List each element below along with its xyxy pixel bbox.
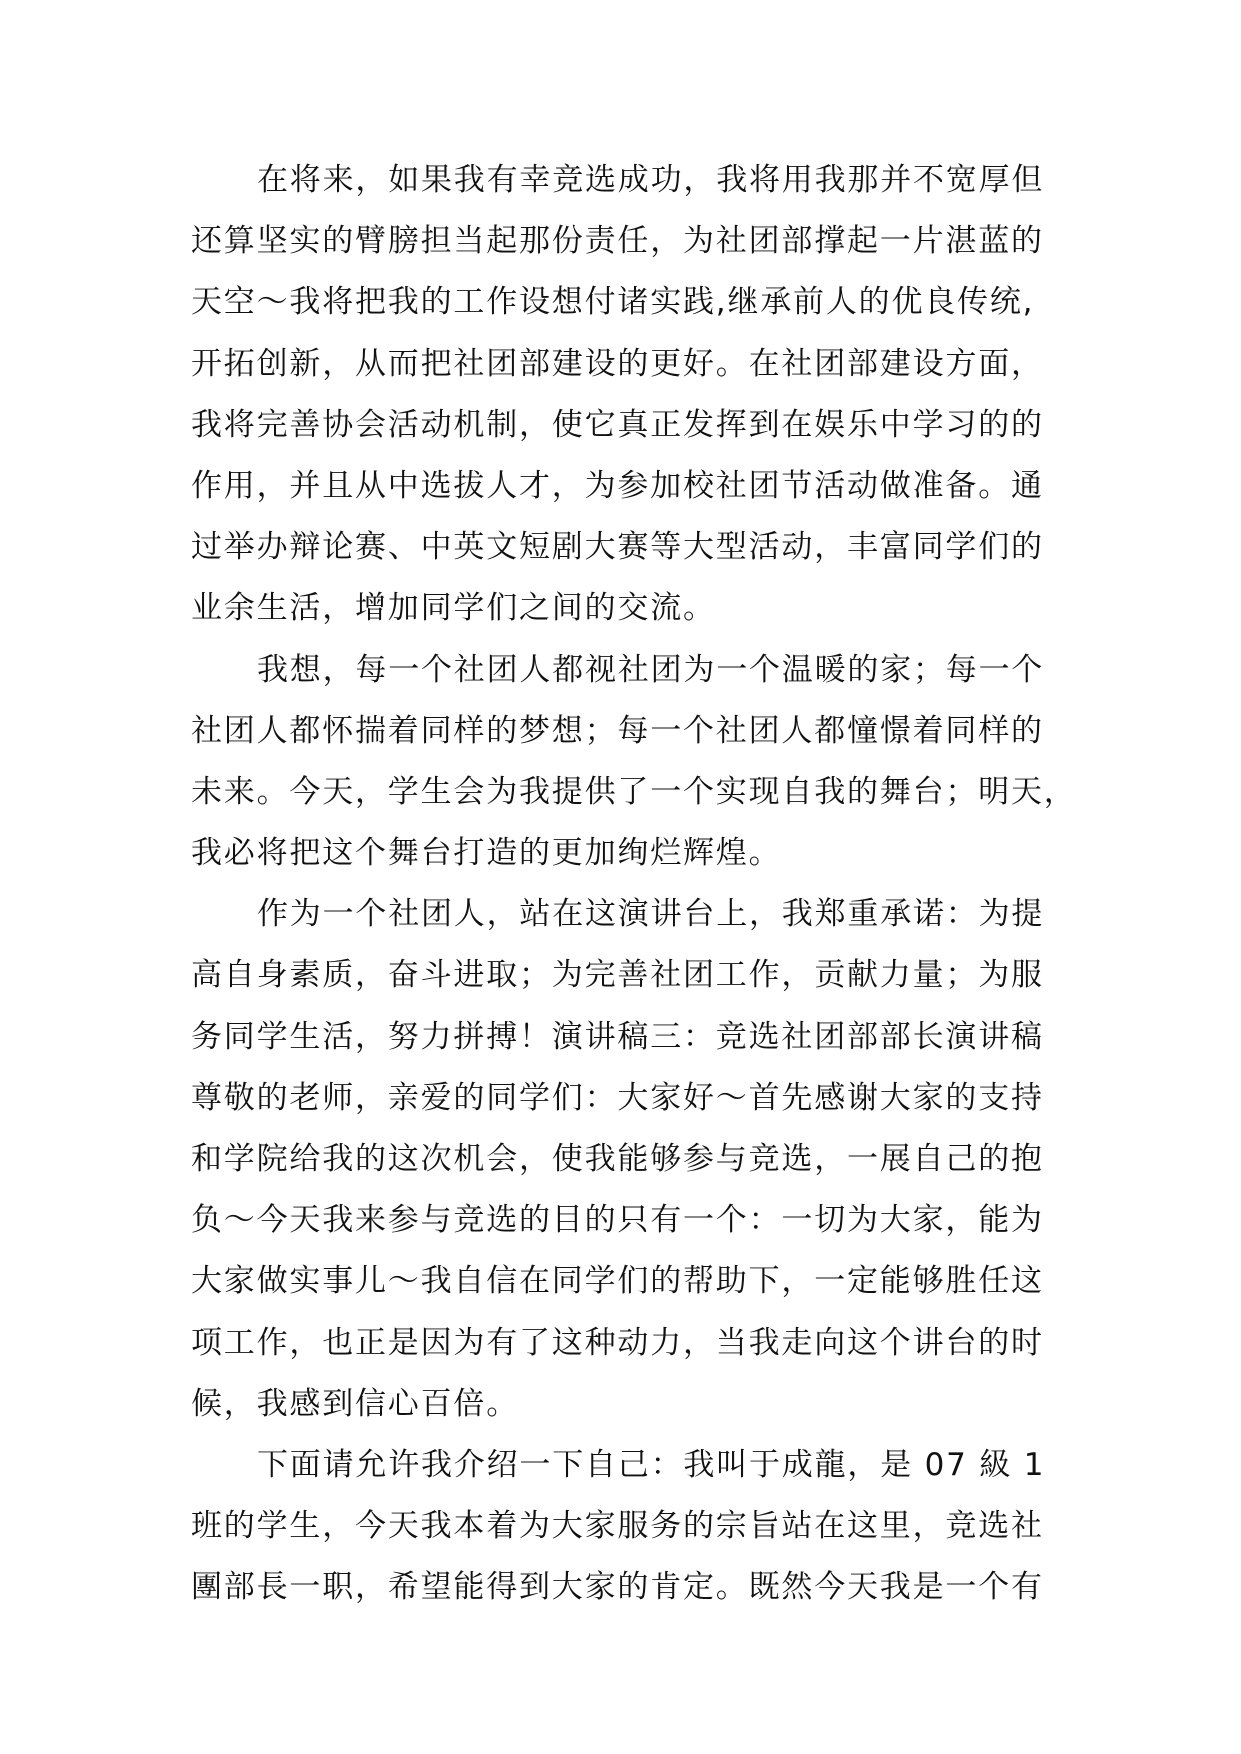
text-line: 我想，每一个社团人都视社团为一个温暖的家；每一个	[257, 651, 1045, 688]
text-line: 未来。今天，学生会为我提供了一个实现自我的舞台；明天，	[191, 773, 1077, 810]
body-text	[191, 150, 1077, 1619]
text-line: 负～今天我来参与竞选的目的只有一个：一切为大家，能为	[191, 1202, 1044, 1239]
text-line: 下面请允许我介绍一下自己：我叫于成龍，是 07 級 1	[257, 1446, 1046, 1483]
text-line: 社团人都怀揣着同样的梦想；每一个社团人都憧憬着同样的	[191, 712, 1044, 749]
text-line: 候，我感到信心百倍。	[191, 1385, 519, 1422]
text-line: 我必将把这个舞台打造的更加绚烂辉煌。	[191, 835, 782, 872]
text-line: 高自身素质，奋斗进取；为完善社团工作，贡献力量；为服	[191, 957, 1044, 994]
text-line: 班的学生，今天我本着为大家服务的宗旨站在这里，竞选社	[191, 1508, 1044, 1545]
text-line: 尊敬的老师，亲爱的同学们：大家好～首先感谢大家的支持	[191, 1079, 1044, 1116]
text-line: 天空～我将把我的工作设想付诸实践,继承前人的优良传统,	[191, 284, 1035, 321]
text-line: 和学院给我的这次机会，使我能够参与竞选，一展自己的抱	[191, 1141, 1044, 1177]
text-line: 开拓创新，从而把社团部建设的更好。在社团部建设方面，	[191, 345, 1044, 382]
text-line: 业余生活，增加同学们之间的交流。	[191, 590, 716, 627]
text-line: 作为一个社团人，站在这演讲台上，我郑重承诺：为提	[257, 896, 1045, 933]
text-line: 还算坚实的臂膀担当起那份责任，为社团部撑起一片湛蓝的	[191, 223, 1044, 260]
text-line: 我将完善协会活动机制，使它真正发挥到在娱乐中学习的的	[191, 406, 1044, 443]
text-line: 在将来，如果我有幸竞选成功，我将用我那并不宽厚但	[257, 162, 1045, 198]
text-line: 團部長一职，希望能得到大家的肯定。既然今天我是一个有	[191, 1569, 1044, 1606]
text-line: 项工作，也正是因为有了这种动力，当我走向这个讲台的时	[191, 1324, 1044, 1361]
text-line: 过举办辩论赛、中英文短剧大赛等大型活动，丰富同学们的	[191, 529, 1044, 566]
text-line: 作用，并且从中选拔人才，为参加校社团节活动做准备。通	[191, 467, 1044, 504]
text-line: 务同学生活，努力拼搏！演讲稿三：竞选社团部部长演讲稿	[191, 1018, 1044, 1055]
text-line: 大家做实事儿～我自信在同学们的帮助下，一定能够胜任这	[191, 1263, 1044, 1300]
